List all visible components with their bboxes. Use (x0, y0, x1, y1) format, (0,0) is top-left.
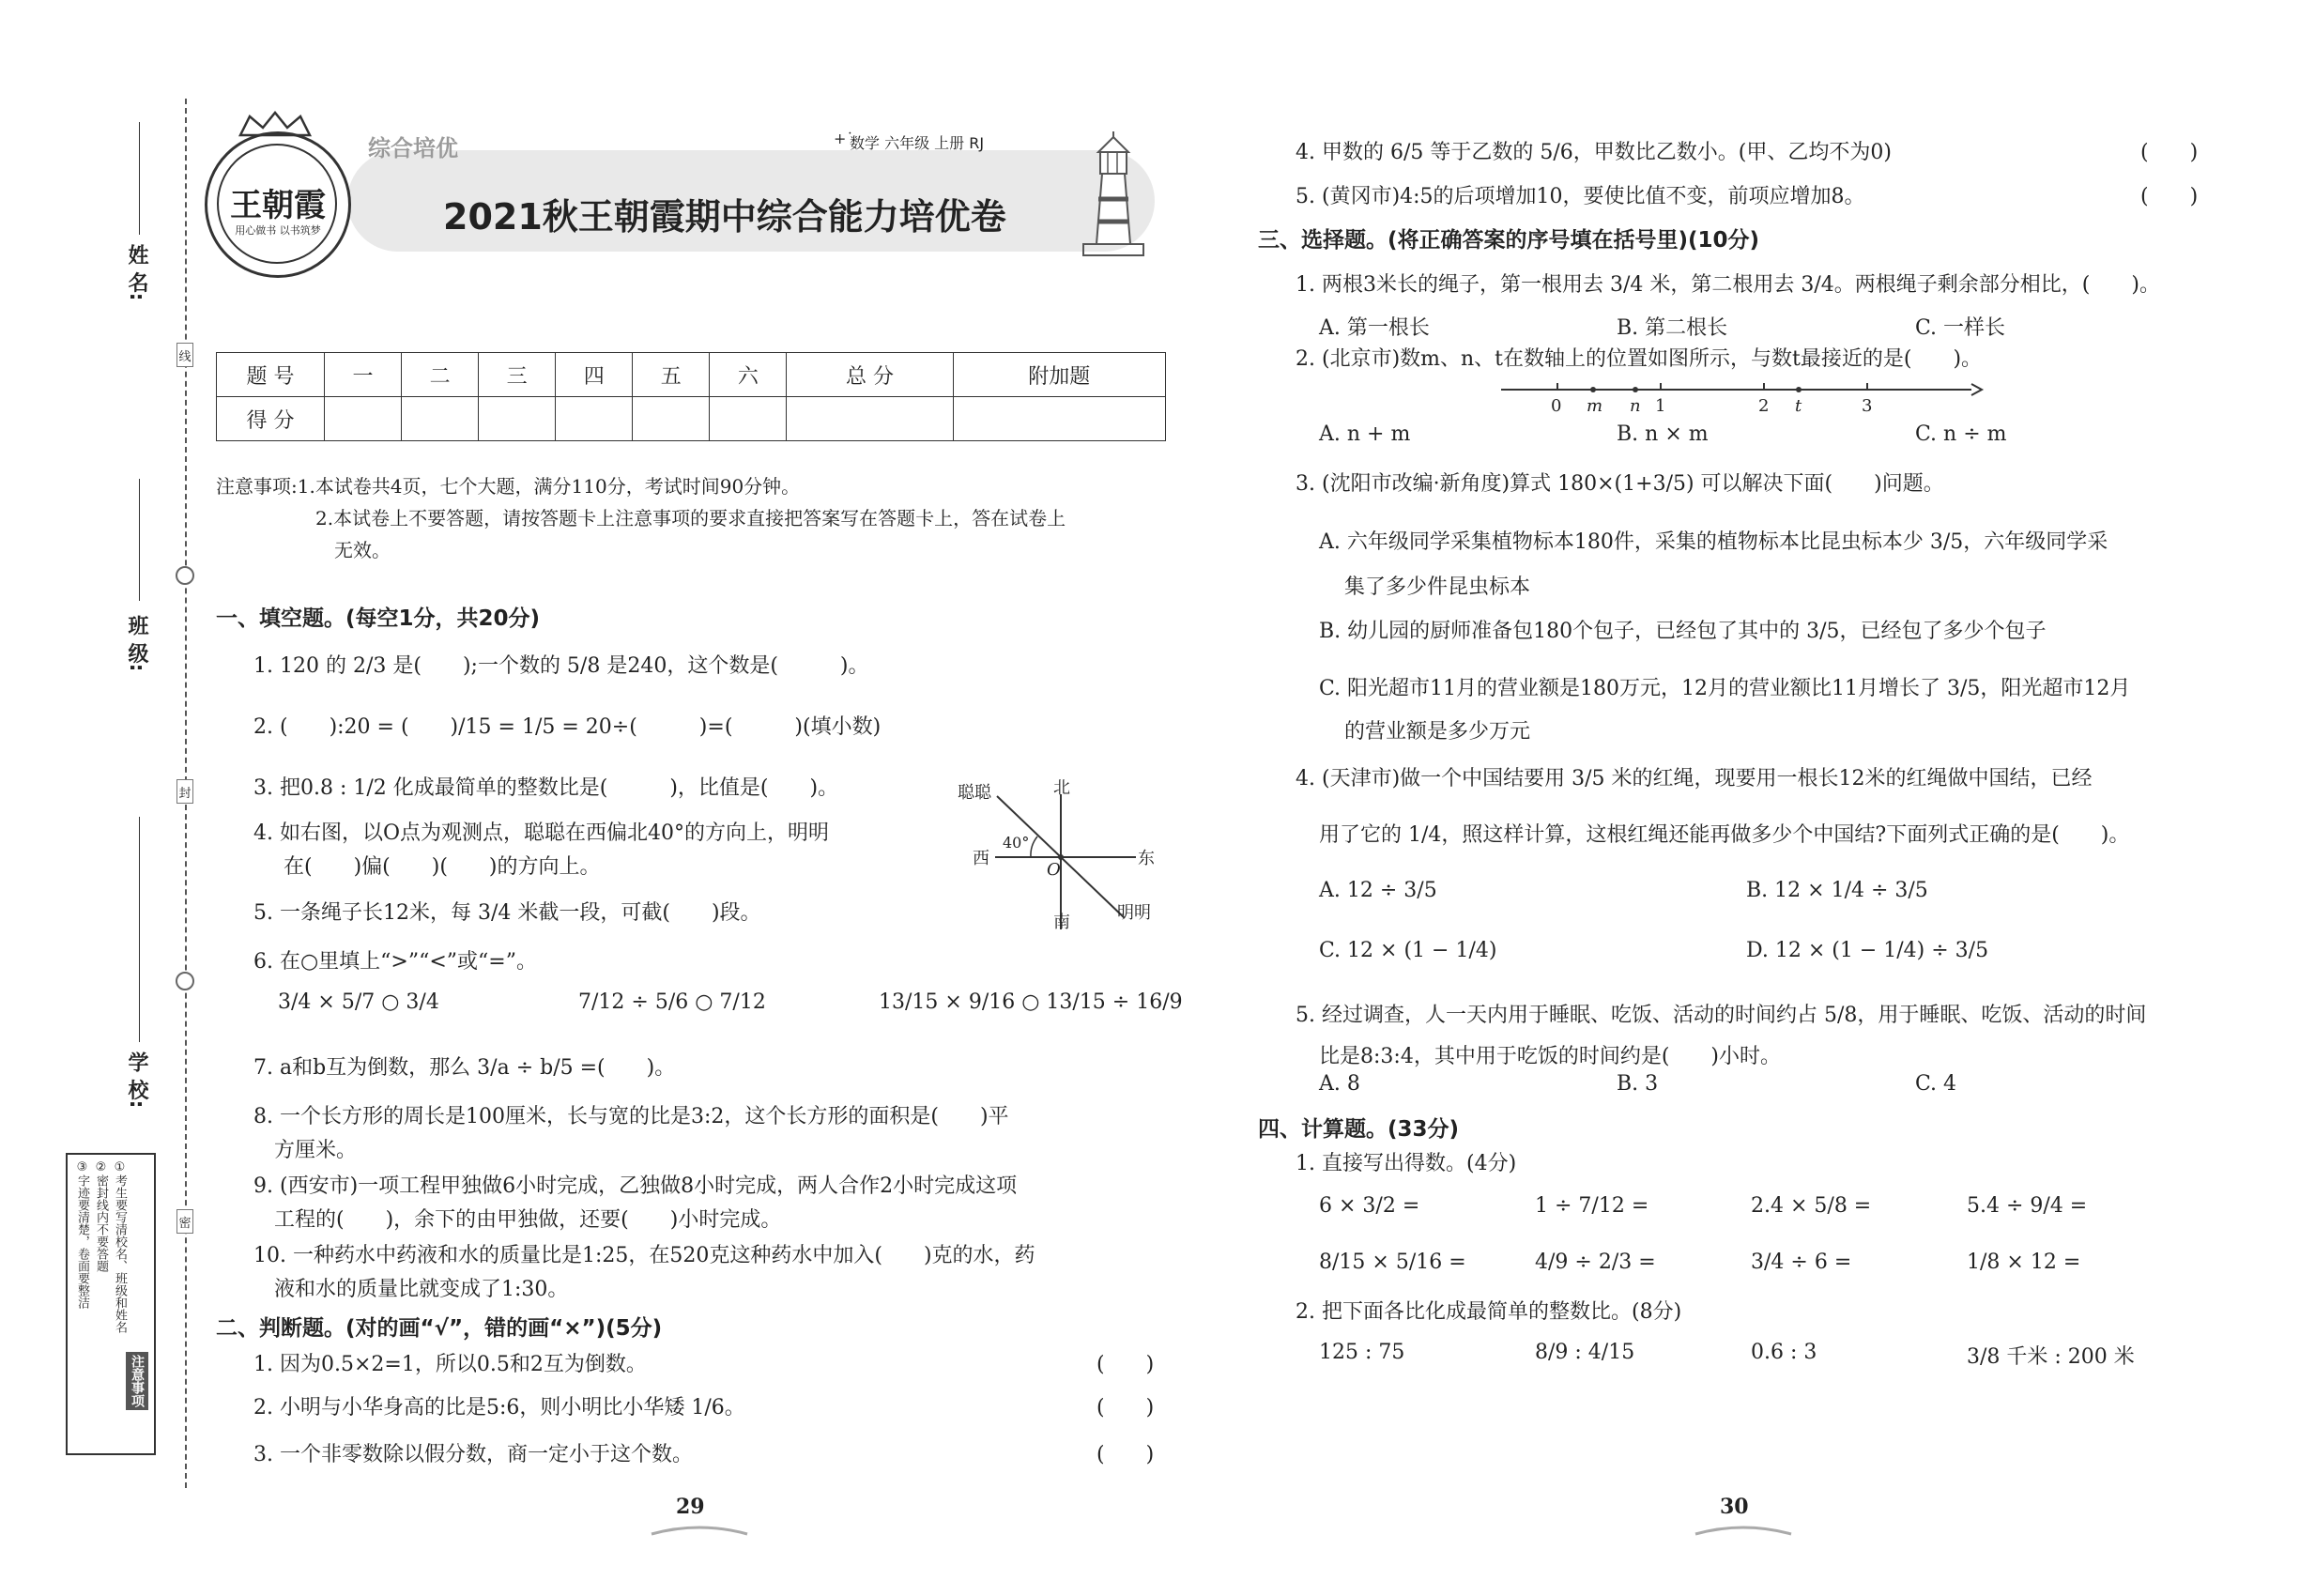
number-line-label: m (1587, 396, 1603, 416)
s2-q5-answer[interactable]: ( ) (2140, 185, 2199, 208)
score-cell: 得 分 (217, 397, 325, 441)
notice-line: ①考生要写清校名、班级和姓名 (113, 1160, 127, 1333)
notes-line: 无效。 (334, 539, 391, 561)
s3-q3-option-a-line1[interactable]: A. 六年级同学采集植物标本180件，采集的植物标本比昆虫标本少 3/5，六年级同学采 (1319, 530, 2108, 554)
section-3-title: 三、选择题。(将正确答案的序号填在括号里)(10分) (1258, 228, 1760, 253)
s1-q9-line1: 9. (西安市)一项工程甲独做6小时完成，乙独做8小时完成，两人合作2小时完成这项 (253, 1174, 1018, 1198)
notice-box (66, 1153, 156, 1455)
s3-q4-option-c[interactable]: C. 12 × (1 − 1/4) (1319, 939, 1497, 962)
s2-q5: 5. (黄冈市)4:5的后项增加10，要使比值不变，前项应增加8。 (1296, 185, 1865, 208)
s3-q3: 3. (沈阳市改编·新角度)算式 180×(1+3/5) 可以解决下面( )问题。 (1296, 472, 1944, 496)
lighthouse-icon (1078, 131, 1149, 264)
score-cell: 四 (556, 353, 633, 397)
score-cell: 一 (325, 353, 402, 397)
s1-q7: 7. a和b互为倒数，那么 3/a ÷ b/5 =( )。 (253, 1056, 676, 1080)
s1-q3: 3. 把0.8 : 1/2 化成最简单的整数比是( )，比值是( )。 (253, 776, 839, 800)
s4-ratio: 0.6 : 3 (1751, 1341, 1817, 1364)
s3-q4-line1: 4. (天津市)做一个中国结要用 3/5 米的红绳，现要用一根长12米的红绳做中国结，已经 (1296, 767, 2093, 790)
number-line-label: 2 (1758, 396, 1770, 416)
name-field[interactable] (139, 122, 140, 235)
s3-q1-option-c[interactable]: C. 一样长 (1915, 316, 2006, 340)
brand-logo (205, 131, 351, 278)
page-ornament-left (648, 1521, 751, 1543)
s3-q4-line2: 用了它的 1/4，照这样计算，这根红绳还能再做多少个中国结?下面列式正确的是( )。 (1319, 823, 2130, 847)
notes-line: 注意事项:1.本试卷共4页，七个大题，满分110分，考试时间90分钟。 (216, 475, 801, 498)
s1-q1: 1. 120 的 2/3 是( );一个数的 5/8 是240，这个数是( )。 (253, 654, 869, 678)
s1-q10-line2: 液和水的质量比就变成了1:30。 (274, 1278, 569, 1301)
s3-q5-option-a[interactable]: A. 8 (1319, 1072, 1360, 1096)
name-label: 姓 名: (125, 244, 148, 301)
number-line-label: 3 (1862, 396, 1873, 416)
s3-q5-line1: 5. 经过调查，人一天内用于睡眠、吃饭、活动的时间约占 5/8，用于睡眠、吃饭、活动的时间 (1296, 1004, 2147, 1027)
compass-angle: 40° (1003, 834, 1030, 852)
page-number-right: 30 (1720, 1495, 1749, 1519)
section-2-title: 二、判断题。(对的画“√”，错的画“×”)(5分) (216, 1316, 663, 1341)
s1-q10-line1: 10. 一种药水中药液和水的质量比是1:25，在520克这种药水中加入( )克的水，药 (253, 1244, 1035, 1267)
score-input[interactable] (710, 397, 787, 441)
compass-west: 西 (973, 849, 989, 868)
s1-q4-line2: 在( )偏( )( )的方向上。 (284, 855, 601, 879)
score-input[interactable] (556, 397, 633, 441)
score-cell: 题 号 (217, 353, 325, 397)
s4-calc: 1/8 × 12 = (1967, 1251, 2081, 1274)
score-cell: 六 (710, 353, 787, 397)
section-4-title: 四、计算题。(33分) (1258, 1117, 1460, 1142)
brand-motto: 用心做书 以书筑梦 (235, 224, 321, 237)
s1-q6a: 3/4 × 5/7 ○ 3/4 (278, 990, 439, 1014)
s2-q2: 2. 小明与小华身高的比是5:6，则小明比小华矮 1/6。 (253, 1396, 745, 1420)
s3-q5-line2: 比是8:3:4，其中用于吃饭的时间约是( )小时。 (1319, 1045, 1781, 1068)
crown-icon (233, 111, 317, 137)
s2-q4-answer[interactable]: ( ) (2140, 141, 2199, 164)
s3-q2-option-a[interactable]: A. n + m (1319, 422, 1411, 446)
compass-south: 南 (1053, 913, 1070, 932)
s4-calc: 3/4 ÷ 6 = (1751, 1251, 1852, 1274)
s4-calc: 1 ÷ 7/12 = (1535, 1194, 1649, 1218)
score-input[interactable] (787, 397, 953, 441)
score-cell: 二 (402, 353, 479, 397)
score-table (216, 352, 1166, 441)
score-cell: 三 (479, 353, 556, 397)
s4-calc: 6 × 3/2 = (1319, 1194, 1420, 1218)
s4-sub2: 2. 把下面各比化成最简单的整数比。(8分) (1296, 1300, 1682, 1324)
s3-q1: 1. 两根3米长的绳子，第一根用去 3/4 米，第二根用去 3/4。两根绳子剩余部分相比，( )。 (1296, 273, 2160, 297)
compass-east: 东 (1138, 849, 1155, 868)
score-input[interactable] (479, 397, 556, 441)
s2-q3: 3. 一个非零数除以假分数，商一定小于这个数。 (253, 1443, 693, 1466)
s4-calc: 5.4 ÷ 9/4 = (1967, 1194, 2088, 1218)
page-number-left: 29 (676, 1495, 705, 1519)
header-sparkle-icon: +˙ (834, 130, 854, 147)
s4-ratio: 8/9 : 4/15 (1535, 1341, 1635, 1364)
binding-hole (176, 972, 194, 990)
s1-q4-line1: 4. 如右图，以O点为观测点，聪聪在西偏北40°的方向上，明明 (253, 821, 830, 845)
s1-q6b: 7/12 ÷ 5/6 ○ 7/12 (578, 990, 766, 1014)
score-cell: 总 分 (787, 353, 953, 397)
s2-q2-answer[interactable]: ( ) (1096, 1396, 1155, 1420)
s3-q2-option-b[interactable]: B. n × m (1617, 422, 1709, 446)
s3-q1-option-a[interactable]: A. 第一根长 (1319, 316, 1430, 340)
compass-diagram (958, 779, 1192, 939)
number-line (1497, 376, 1986, 404)
class-label: 班 级: (125, 615, 148, 672)
notice-line: ③字迹要清楚，卷面要整洁 (75, 1160, 89, 1309)
s3-q3-option-c-line1[interactable]: C. 阳光超市11月的营业额是180万元，12月的营业额比11月增长了 3/5，阳光超市12月 (1319, 677, 2131, 700)
s3-q3-option-b[interactable]: B. 幼儿园的厨师准备包180个包子，已经包了其中的 3/5，已经包了多少个包子 (1319, 620, 2047, 643)
s3-q3-option-c-line2: 的营业额是多少万元 (1344, 720, 1531, 744)
number-line-label: 1 (1655, 396, 1666, 416)
cut-mark-seal: 封 (176, 779, 193, 804)
notice-line: ②密封线内不要答题 (94, 1160, 108, 1272)
s3-q5-option-b[interactable]: B. 3 (1617, 1072, 1659, 1096)
score-table-header-row (217, 353, 1166, 397)
exam-title: 2021秋王朝霞期中综合能力培优卷 (443, 196, 1006, 238)
number-line-label: 0 (1551, 396, 1562, 416)
s1-q8-line1: 8. 一个长方形的周长是100厘米，长与宽的比是3:2，这个长方形的面积是( )平 (253, 1105, 1009, 1128)
brand-name: 王朝霞 (230, 187, 326, 224)
s4-calc: 2.4 × 5/8 = (1751, 1194, 1872, 1218)
binding-hole (176, 566, 194, 585)
header-meta: 数学 六年级 上册 RJ (850, 134, 985, 152)
notice-title: 注意事项 (126, 1352, 148, 1410)
s3-q1-option-b[interactable]: B. 第二根长 (1617, 316, 1728, 340)
score-table-score-row (217, 397, 1166, 441)
school-field[interactable] (139, 817, 140, 1042)
score-input[interactable] (325, 397, 402, 441)
s1-q8-line2: 方厘米。 (274, 1139, 358, 1162)
compass-congcong: 聪聪 (958, 783, 991, 803)
s3-q4-option-d[interactable]: D. 12 × (1 − 1/4) ÷ 3/5 (1746, 939, 1989, 962)
page-ornament-right (1692, 1521, 1795, 1543)
compass-mingming: 明明 (1117, 903, 1151, 923)
compass-north: 北 (1053, 778, 1070, 798)
score-cell: 附加题 (953, 353, 1165, 397)
s2-q4: 4. 甲数的 6/5 等于乙数的 5/6，甲数比乙数小。(甲、乙均不为0) (1296, 141, 1892, 164)
score-cell: 五 (633, 353, 710, 397)
score-input[interactable] (402, 397, 479, 441)
score-input[interactable] (953, 397, 1165, 441)
s4-calc: 8/15 × 5/16 = (1319, 1251, 1466, 1274)
number-line-label: t (1795, 396, 1802, 416)
s1-q6c: 13/15 × 9/16 ○ 13/15 ÷ 16/9 (879, 990, 1183, 1014)
cut-mark-line: 线 (176, 343, 193, 367)
s3-q2-option-c[interactable]: C. n ÷ m (1915, 422, 2007, 446)
class-field[interactable] (139, 479, 140, 601)
s2-q3-answer[interactable]: ( ) (1096, 1443, 1155, 1466)
number-line-label: n (1630, 396, 1641, 416)
header-tag: 综合培优 (368, 135, 458, 161)
s3-q5-option-c[interactable]: C. 4 (1915, 1072, 1957, 1096)
s1-q5: 5. 一条绳子长12米，每 3/4 米截一段，可截( )段。 (253, 901, 761, 925)
s4-calc: 4/9 ÷ 2/3 = (1535, 1251, 1656, 1274)
s3-q4-option-a[interactable]: A. 12 ÷ 3/5 (1319, 879, 1437, 902)
s4-sub1: 1. 直接写出得数。(4分) (1296, 1152, 1517, 1175)
cut-mark-close: 密 (176, 1209, 193, 1234)
s1-q6: 6. 在○里填上“>”“<”或“=”。 (253, 950, 537, 974)
s2-q1: 1. 因为0.5×2=1，所以0.5和2互为倒数。 (253, 1353, 647, 1376)
school-label: 学 校: (125, 1051, 148, 1109)
score-input[interactable] (633, 397, 710, 441)
s1-q9-line2: 工程的( )，余下的由甲独做，还要( )小时完成。 (274, 1208, 782, 1232)
s1-q2: 2. ( ):20 = ( )/15 = 1/5 = 20÷( )=( )(填小数) (253, 715, 882, 739)
section-1-title: 一、填空题。(每空1分，共20分) (216, 606, 541, 631)
s2-q1-answer[interactable]: ( ) (1096, 1353, 1155, 1376)
s3-q2: 2. (北京市)数m、n、t在数轴上的位置如图所示，与数t最接近的是( )。 (1296, 347, 1983, 371)
s3-q4-option-b[interactable]: B. 12 × 1/4 ÷ 3/5 (1746, 879, 1928, 902)
s4-ratio: 125 : 75 (1319, 1341, 1405, 1364)
notes-line: 2.本试卷上不要答题，请按答题卡上注意事项的要求直接把答案写在答题卡上，答在试卷上 (315, 507, 1066, 529)
compass-origin: O (1047, 860, 1061, 880)
s3-q3-option-a-line2: 集了多少件昆虫标本 (1344, 575, 1531, 599)
s4-ratio: 3/8 千米 : 200 米 (1967, 1345, 2135, 1369)
